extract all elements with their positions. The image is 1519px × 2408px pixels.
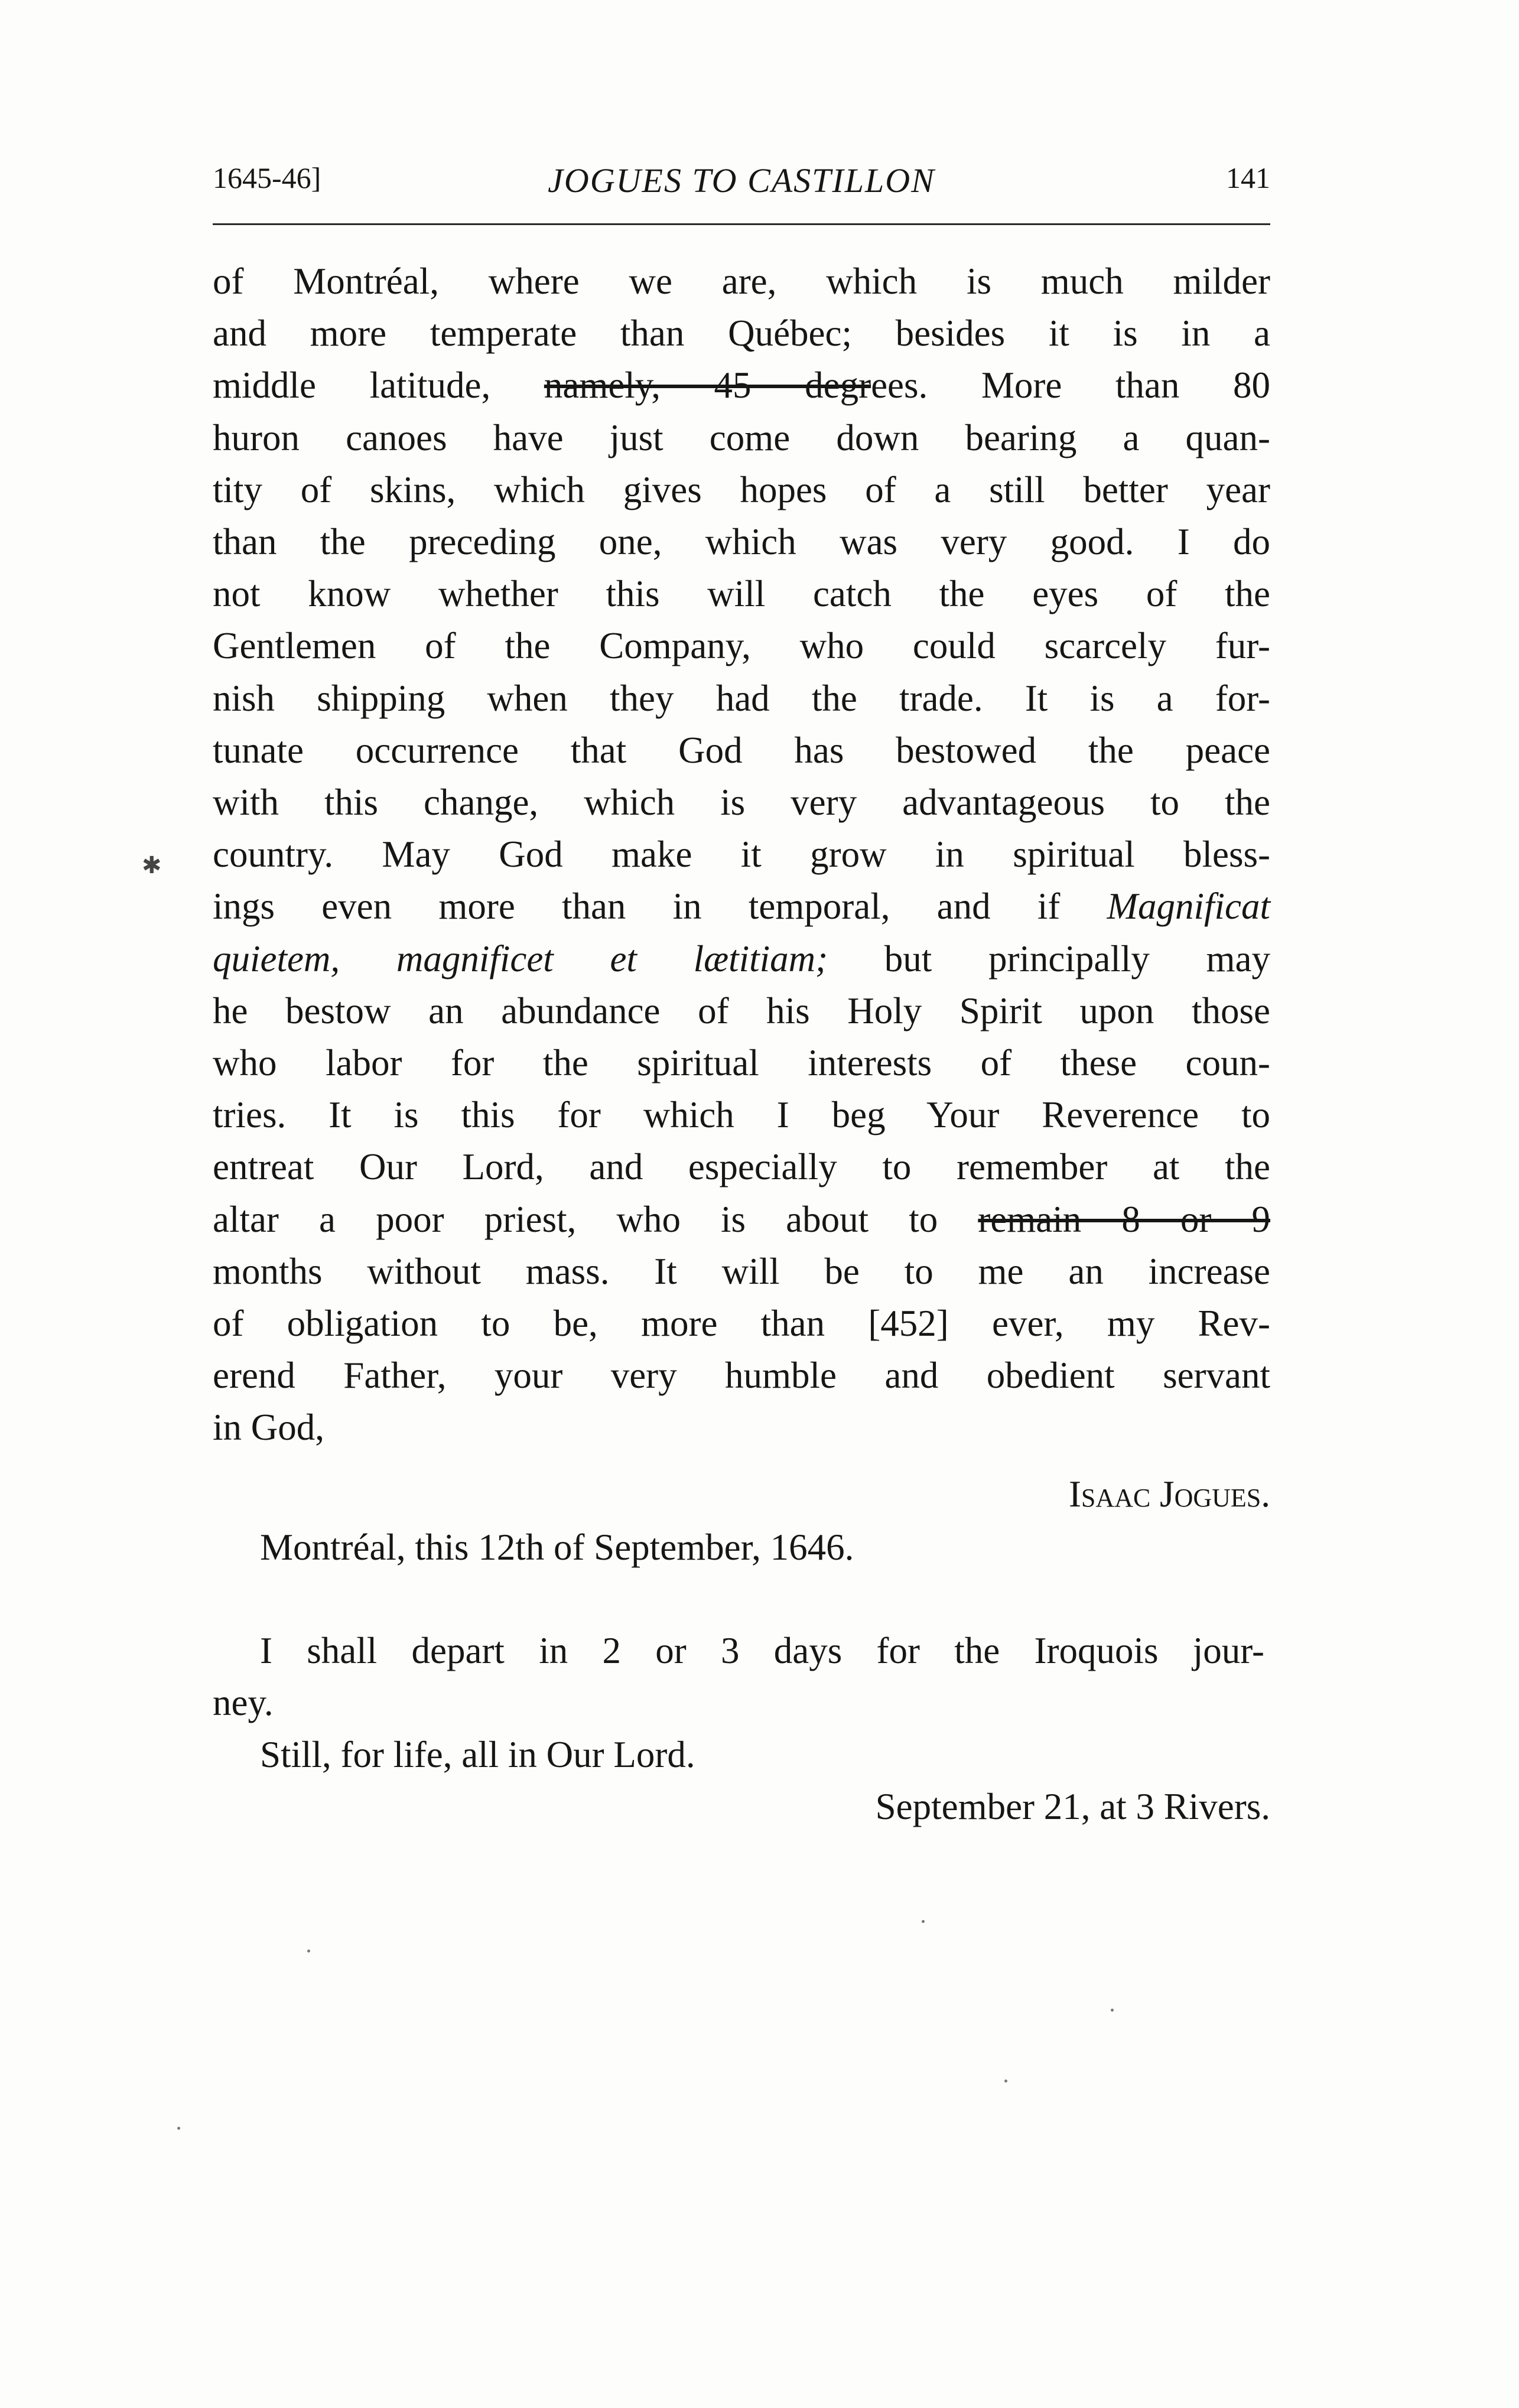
italic-text: quietem, magnificet et lætitiam; (213, 938, 828, 980)
speck (922, 1920, 925, 1923)
page-number: 141 (1226, 161, 1270, 194)
final-date: September 21, at 3 Rivers. (875, 1786, 1270, 1827)
body-line: huron canoes have just come down bearing a quan- (213, 416, 1270, 458)
struck-text: remain 8 or 9 (978, 1198, 1271, 1240)
struck-text: namely, 45 degr (544, 365, 871, 406)
line-text: ings even more than in temporal, and if (213, 886, 1107, 928)
body-line: months without mass. It will be to me an increase (213, 1250, 1270, 1292)
body-line: Gentlemen of the Company, who could scarcely fur- (213, 625, 1270, 667)
line-text: middle latitude, (213, 365, 544, 406)
speck (1111, 2009, 1114, 2012)
body-line: who labor for the spiritual interests of these coun- (213, 1042, 1270, 1083)
postscript-line-1: I shall depart in 2 or 3 days for the Iroquois jour- (260, 1630, 1264, 1671)
speck (177, 2127, 180, 2130)
speck (307, 1950, 310, 1953)
body-line (213, 1193, 1270, 1245)
body-line: nish shipping when they had the trade. It is a for- (213, 677, 1270, 719)
body-line (213, 359, 1270, 411)
body-line: with this change, which is very advantageous to the (213, 782, 1270, 823)
line-text: ees. More than 80 (871, 365, 1270, 406)
body-line: of Montréal, where we are, which is much milder (213, 261, 1270, 302)
running-header (213, 161, 1270, 208)
body-line (213, 933, 1270, 985)
body-line: tity of skins, which gives hopes of a still better year (213, 468, 1270, 510)
italic-text: Magnificat (1107, 886, 1270, 928)
body-line: in God, (213, 1407, 324, 1449)
signature: Isaac Jogues. (1068, 1473, 1270, 1515)
body-line: of obligation to be, more than [452] ever, my Rev- (213, 1303, 1270, 1344)
body-line: not know whether this will catch the eyes of the (213, 573, 1270, 615)
body-line: he bestow an abundance of his Holy Spirit upon those (213, 990, 1270, 1031)
body-line: tunate occurrence that God has bestowed the peace (213, 729, 1270, 771)
body-line: tries. It is this for which I beg Your Reverence to (213, 1094, 1270, 1136)
body-line: and more temperate than Québec; besides it is in a (213, 313, 1270, 354)
header-rule (213, 223, 1270, 225)
body-line: erend Father, your very humble and obedient servant (213, 1355, 1270, 1397)
postscript-line-2: ney. (213, 1682, 274, 1723)
line-text: but principally may (828, 938, 1271, 980)
body-line (213, 880, 1270, 932)
header-title: JOGUES TO CASTILLON (548, 161, 935, 200)
dateline: Montréal, this 12th of September, 1646. (260, 1527, 854, 1568)
body-line: than the preceding one, which was very good. I do (213, 521, 1270, 562)
closing-line: Still, for life, all in Our Lord. (260, 1734, 695, 1775)
line-text: altar a poor priest, who is about to (213, 1198, 978, 1240)
margin-mark-icon: ✱ (142, 852, 162, 879)
header-date-range: 1645-46] (213, 161, 321, 194)
body-line: country. May God make it grow in spiritual bless- (213, 834, 1270, 876)
speck (1004, 2080, 1007, 2082)
body-line: entreat Our Lord, and especially to remember at the (213, 1146, 1270, 1188)
